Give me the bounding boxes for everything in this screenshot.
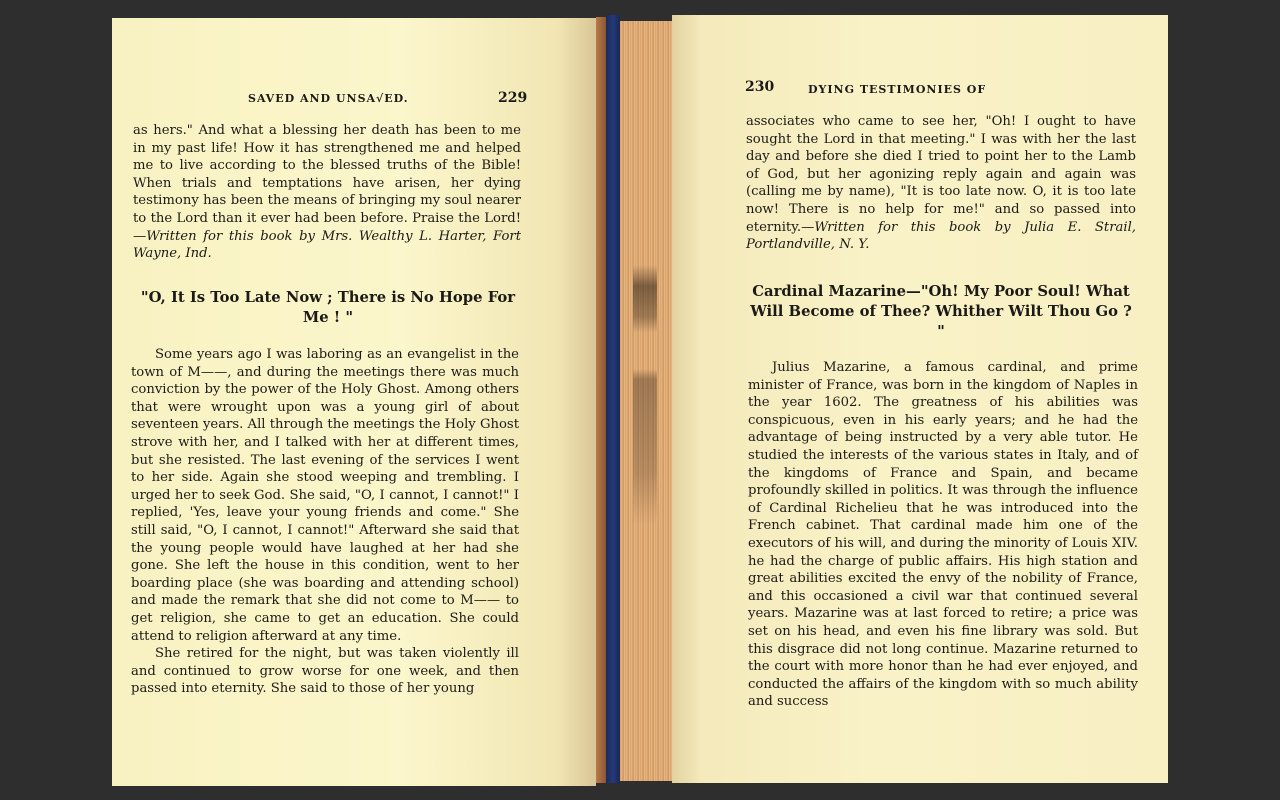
right-opening-text: associates who came to see her, "Oh! I ought to have sought the Lord in that meeting." I was with her the last day and before she died I tried to point her to the Lamb of God, but her agonizing reply again and again was (calling me by name), "It is too late now. O, it is too late now! There is no help for me!" and so passed into eternity.— (746, 114, 1136, 235)
left-section-heading: "O, It Is Too Late Now ; There is No Hope For Me ! " (140, 289, 516, 326)
right-body (748, 359, 1138, 711)
right-opening-attribution: Written for this book by Julia E. Strail, Portlandville, N. Y. (746, 219, 1136, 253)
left-page-number: 229 (498, 90, 528, 106)
right-section-heading: Cardinal Mazarine—"Oh! My Poor Soul! What Will Become of Thee? Whither Wilt Thou Go ? " (750, 283, 1132, 340)
left-page (112, 18, 596, 786)
right-running-head: DYING TESTIMONIES OF (808, 83, 987, 96)
left-body (131, 346, 519, 698)
left-opening-text: as hers." And what a blessing her death has been to me in my past life! How it has strengthened me and helped me to live according to the blessed truths of the Bible! When trials and temptations have arisen, her dying testimony has been the means of bringing my soul nearer to the Lord than it ever had been before. Praise the Lord!— (133, 123, 521, 244)
left-running-head: SAVED AND UNSA√ED. (248, 92, 409, 105)
right-page-number: 230 (745, 79, 775, 95)
book-cover-edge (606, 15, 620, 783)
right-body-paragraph-1: Julius Mazarine, a famous cardinal, and prime minister of France, was born in the kingdom of Naples in the year 1602. The greatness of his abilities was conspicuous, even in his early years; and he had the advantage of being instructed by a very able tutor. He studied the interests of the various states in Italy, and of the kingdoms of France and Spain, and became profoundly skilled in politics. It was through the influence of Cardinal Richelieu that he was introduced into the French cabinet. That cardinal made him one of the executors of his will, and during the minority of Louis XIV. he had the charge of public affairs. His high station and great abilities excited the envy of the nobility of France, and this occasioned a civil war that continued several years. Mazarine was at last forced to retire; a price was set on his head, and even his fine library was sold. But this disgrace did not long continue. Mazarine returned to the court with more honor than he had ever enjoyed, and conducted the affairs of the kingdom with so much ability and success (748, 360, 1138, 710)
left-opening-attribution: Written for this book by Mrs. Wealthy L. Harter, Fort Wayne, Ind. (133, 228, 521, 262)
left-opening-paragraph (133, 122, 521, 263)
left-body-paragraph-1: Some years ago I was laboring as an evangelist in the town of M——, and during the meetings there was much conviction by the power of the Holy Ghost. Among others that were wrought upon was a young girl of about seventeen years. All through the meetings the Holy Ghost strove with her, and I talked with her at different times, but she resisted. The last evening of the services I went to her side. Again she stood weeping and trembling. I urged her to seek God. She said, "O, I cannot, I cannot!" I replied, 'Yes, leave your young friends and come." She still said, "O, I cannot, I cannot!" Afterward she said that the young people would have laughed at her had she gone. She left the house in this condition, went to her boarding place (she was boarding and attending school) and made the remark that she did not come to M—— to get religion, she came to get an education. She could attend to religion afterward at any time. (131, 347, 519, 644)
right-opening-paragraph (746, 113, 1136, 254)
right-page (672, 15, 1168, 783)
open-book-scan (112, 15, 1168, 783)
page-gutter (596, 17, 606, 783)
spine-label-texture (633, 265, 657, 525)
left-body-paragraph-2: She retired for the night, but was taken violently ill and continued to grow worse for one week, and then passed into eternity. She said to those of her young (131, 646, 519, 697)
